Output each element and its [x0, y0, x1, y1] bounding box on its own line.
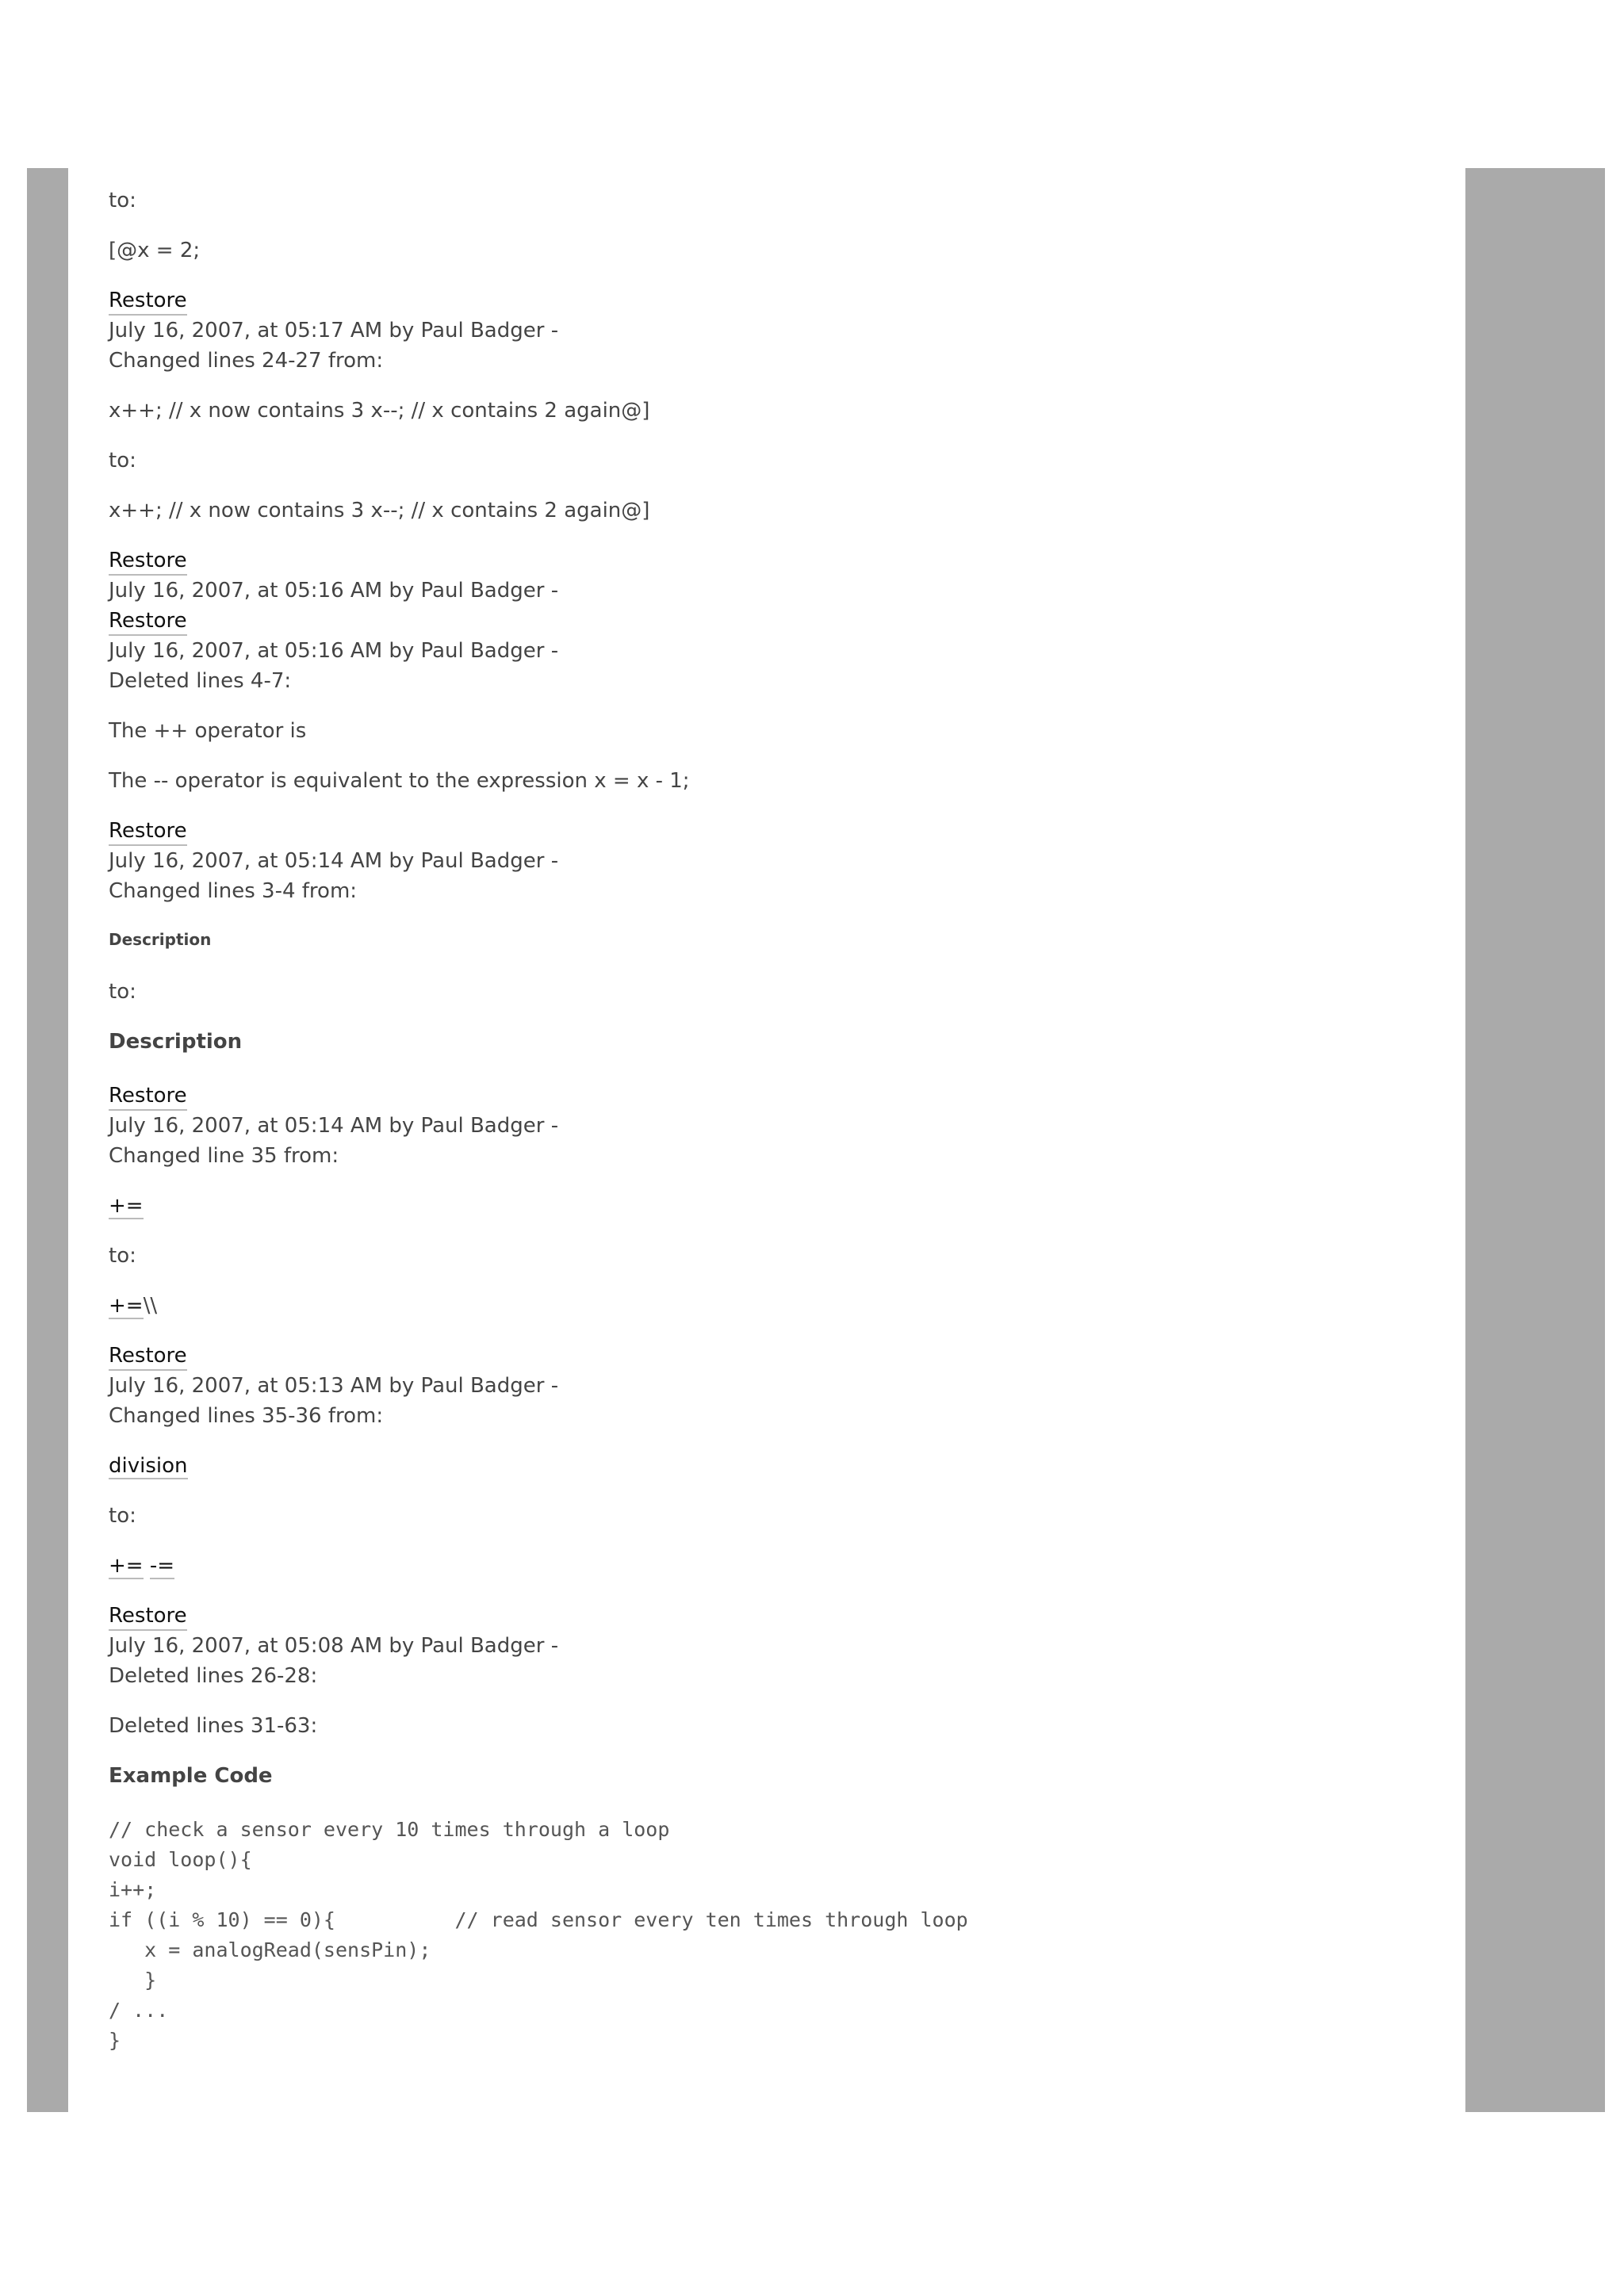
left-sidebar-bar: [27, 168, 68, 2112]
diff-text: Deleted lines 31-63:: [109, 1714, 318, 1738]
restore-link[interactable]: Restore: [109, 1082, 187, 1111]
diff-label: to:: [109, 980, 136, 1004]
section-heading: Example Code: [109, 1764, 273, 1788]
diff-label: to:: [109, 189, 136, 212]
division-link[interactable]: division: [109, 1454, 188, 1478]
revision-history-content: [109, 186, 1441, 2056]
revision-change: Changed lines 3-4 from:: [109, 879, 358, 903]
operator-link[interactable]: +=: [109, 1554, 144, 1578]
revision-meta: July 16, 2007, at 05:16 AM by Paul Badger -: [109, 579, 559, 603]
restore-link[interactable]: Restore: [109, 607, 187, 636]
restore-link[interactable]: Restore: [109, 817, 187, 846]
revision-meta: July 16, 2007, at 05:16 AM by Paul Badger -: [109, 639, 559, 663]
restore-link[interactable]: Restore: [109, 1342, 187, 1371]
revision-entry: [109, 285, 1441, 376]
example-code-block: // check a sensor every 10 times through a loop void loop(){ i++; if ((i % 10) == 0){ // read sensor every ten times through loop x = analogRead(sensPin); } / ... }: [109, 1818, 968, 2052]
right-sidebar-bar: [1465, 168, 1605, 2112]
revision-meta: July 16, 2007, at 05:17 AM by Paul Badger -: [109, 319, 559, 342]
revision-entry: [109, 816, 1441, 906]
revision-change: Deleted lines 4-7:: [109, 669, 292, 693]
revision-change: Changed lines 24-27 from:: [109, 349, 384, 373]
diff-text: x++; // x now contains 3 x--; // x contains 2 again@]: [109, 499, 650, 522]
section-heading: Description: [109, 1030, 243, 1054]
diff-text: [109, 1291, 1441, 1321]
revision-meta: July 16, 2007, at 05:13 AM by Paul Badger -: [109, 1374, 559, 1398]
operator-link[interactable]: -=: [149, 1554, 175, 1578]
diff-text: x++; // x now contains 3 x--; // x contains 2 again@]: [109, 399, 650, 423]
revision-meta: July 16, 2007, at 05:14 AM by Paul Badger -: [109, 849, 559, 873]
revision-meta: July 16, 2007, at 05:14 AM by Paul Badger -: [109, 1114, 559, 1138]
diff-text: The -- operator is equivalent to the expression x = x - 1;: [109, 769, 690, 793]
diff-text: [109, 1551, 1441, 1581]
diff-label: to:: [109, 1244, 136, 1268]
diff-label: to:: [109, 449, 136, 473]
revision-meta: July 16, 2007, at 05:08 AM by Paul Badger -: [109, 1634, 559, 1658]
revision-entry: [109, 545, 1441, 606]
operator-link[interactable]: +=: [109, 1194, 144, 1218]
diff-text: [109, 1191, 1441, 1221]
diff-text: [109, 1451, 1441, 1481]
restore-link[interactable]: Restore: [109, 1602, 187, 1631]
revision-change: Deleted lines 26-28:: [109, 1664, 318, 1688]
restore-link[interactable]: Restore: [109, 287, 187, 316]
restore-link[interactable]: Restore: [109, 547, 187, 576]
revision-change: Changed lines 35-36 from:: [109, 1404, 384, 1428]
diff-text: The ++ operator is: [109, 719, 307, 743]
diff-text: [@x = 2;: [109, 239, 201, 262]
revision-entry: [109, 1341, 1441, 1431]
operator-link[interactable]: +=: [109, 1294, 144, 1318]
revision-entry: [109, 606, 1441, 696]
diff-label: to:: [109, 1504, 136, 1528]
section-heading-small: Description: [109, 930, 212, 949]
revision-entry: [109, 1081, 1441, 1171]
diff-suffix: \\: [143, 1294, 158, 1318]
revision-change: Changed line 35 from:: [109, 1144, 339, 1168]
revision-entry: [109, 1601, 1441, 1691]
